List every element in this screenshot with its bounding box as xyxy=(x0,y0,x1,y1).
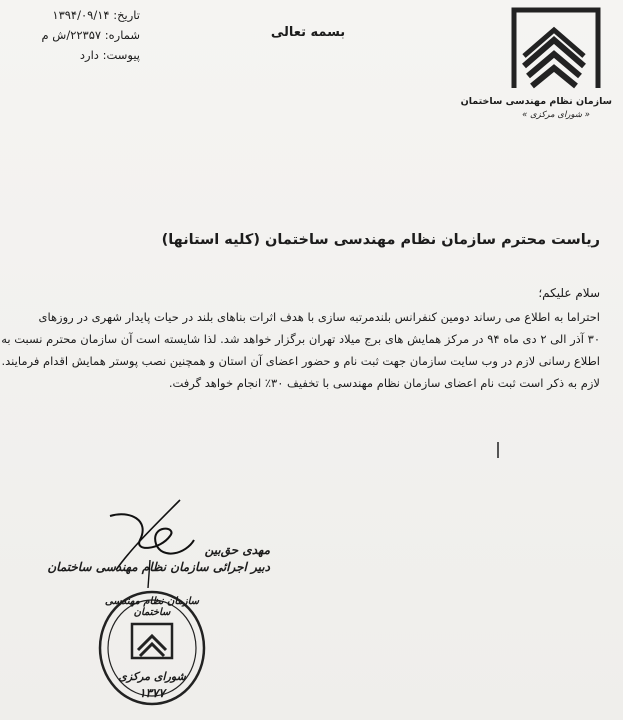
attachment-value: دارد xyxy=(79,48,99,62)
number-value: ۲۲۳۵۷/ش م xyxy=(41,28,102,42)
salutation: سلام علیکم؛ xyxy=(538,286,600,300)
logo-subtitle: « شورای مرکزی » xyxy=(522,110,590,120)
signatory-title: دبیر اجرائی سازمان نظام مهندسی ساختمان xyxy=(47,560,270,574)
meta-number xyxy=(20,25,140,45)
body-line: لازم به ذکر است ثبت نام اعضای سازمان نظام مهندسی با تخفیف ۳۰٪ انجام خواهد گرفت. xyxy=(168,376,600,390)
date-value: ۱۳۹۴/۰۹/۱۴ xyxy=(52,8,110,22)
number-label: شماره: xyxy=(104,28,140,42)
letter-body xyxy=(1,306,600,394)
date-label: تاریخ: xyxy=(113,8,140,22)
org-logo-mark-icon xyxy=(506,6,606,94)
recipient-title: ریاست محترم سازمان نظام مهندسی ساختمان (کلیه استانها) xyxy=(161,232,600,248)
meta-date xyxy=(20,5,140,25)
letter-meta xyxy=(20,5,140,65)
body-line: احتراما به اطلاع می رساند دومین کنفرانس بلندمرتبه سازی با هدف اثرات بناهای بلند در حیات پایدار شهری در روزهای xyxy=(38,310,600,324)
stamp-center-text: شورای مرکزی xyxy=(118,670,186,683)
stamp-ring-text: سازمان نظام مهندسی ساختمان xyxy=(104,596,200,618)
official-stamp xyxy=(96,588,208,708)
org-logo xyxy=(460,6,612,124)
attachment-label: پیوست: xyxy=(102,48,140,62)
meta-attachment xyxy=(20,45,140,65)
basmala: بسمه تعالی xyxy=(270,25,346,40)
logo-org-name: سازمان نظام مهندسی ساختمان xyxy=(460,96,612,107)
signatory-name: مهدی حق‌بین xyxy=(204,543,270,557)
body-line: اطلاع رسانی لازم در وب سایت سازمان جهت ثبت نام و حضور اعضای آن استان و همچنین نصب پوستر همایش اقدام فرمایند. xyxy=(1,354,600,368)
body-line: ۳۰ آذر الی ۲ دی ماه ۹۴ در مرکز همایش های برج میلاد تهران برگزار خواهد شد. لذا شایسته است آن سازمان محترم نسبت به xyxy=(1,332,600,346)
margin-mark xyxy=(497,442,499,458)
stamp-year: ۱۳۷۷ xyxy=(139,686,165,700)
